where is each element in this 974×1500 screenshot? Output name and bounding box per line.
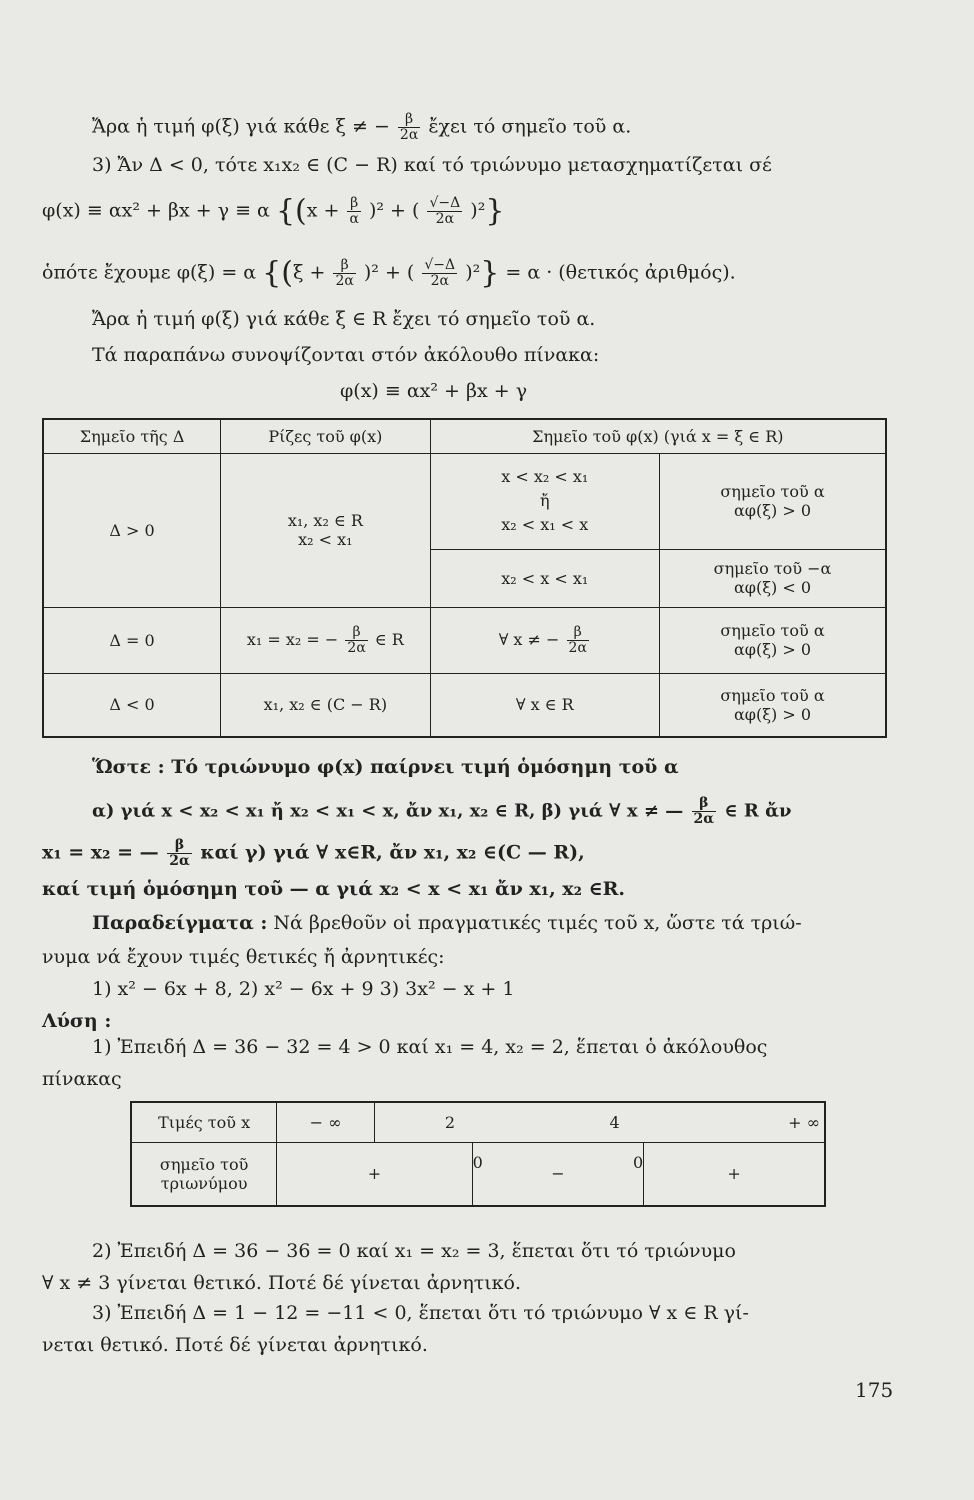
text-span: σημεῖο τοῦ α [720,621,825,640]
text-span: )² + ( [363,261,415,284]
denominator: 2α [399,127,419,143]
text-span: Νά βρεθοῦν οἱ πραγματικές τιμές τοῦ x, ὥστε τά τριώ- [273,912,802,934]
page-number: 175 [855,1378,894,1402]
conclusion-line-4: καί τιμή ὁμόσημη τοῦ — α γιά x₂ < x < x₁ ἄν x₁, x₂ ∈R. [42,878,626,900]
cell-roots-real [221,453,430,607]
cell-condition-all-but-root [430,607,659,673]
after-line-4: νεται θετικό. Ποτέ δέ γίνεται ἀρνητικό. [42,1334,428,1356]
examples-line-2: νυμα νά ἔχουν τιμές θετικές ἤ ἀρνητικές: [42,946,445,968]
denominator: 2α [347,639,366,656]
numerator: β [699,795,709,811]
cell-delta-zero: Δ = 0 [43,607,221,673]
fraction [422,258,457,289]
text-span: α) γιά x < x₂ < x₁ ἤ x₂ < x₁ < x, ἄν x₁, x₂ ∈ R, β) γιά ∀ x ≠ — [92,800,684,822]
text-span: x + [306,199,340,222]
text-span: ὁπότε ἔχουμε φ(ξ) = α [42,261,257,284]
sign-table [130,1101,826,1207]
numerator: β [340,257,349,273]
text-span: x₁ = x₂ = − [246,629,339,649]
text-span: ∀ x ≠ − [498,629,560,649]
denominator: 2α [335,273,354,289]
examples-line-1 [92,910,802,936]
text-span: Ἄρα ἡ τιμή φ(ξ) γιά κάθε ξ ≠ − [92,115,390,138]
cell-sign-minus-alpha [659,549,886,607]
value-root-2: 2 [374,1102,510,1142]
numerator: β [405,111,414,127]
denominator: 2α [169,853,190,869]
cell-condition-all: ∀ x ∈ R [430,673,659,737]
text-span: αφ(ξ) > 0 [733,640,812,659]
text-span: σημεῖο τοῦ [159,1154,249,1174]
zero-at-2: 0 [472,1142,510,1206]
text-line-2: 3) Ἄν Δ < 0, τότε x₁x₂ ∈ (C − R) καί τό τριώνυμο μετασχηματίζεται σέ [92,154,772,176]
fraction [347,196,360,227]
numerator: √−Δ [424,257,456,273]
text-span: x₂ < x₁ < x [501,515,589,534]
text-span: αφ(ξ) < 0 [733,578,812,597]
numerator: β [350,195,359,211]
value-plus-infinity: + ∞ [644,1102,825,1142]
text-span: )² [470,199,486,222]
text-span: ἔχει τό σημεῖο τοῦ α. [428,115,632,138]
cell-sign-alpha [659,453,886,549]
value-root-4: 4 [510,1102,644,1142]
numerator: β [174,837,185,853]
denominator: 2α [568,639,587,656]
after-line-2: ∀ x ≠ 3 γίνεται θετικό. Ποτέ δέ γίνεται ἀρνητικό. [42,1272,522,1294]
denominator: 2α [427,211,462,227]
examples-line-3: 1) x² − 6x + 8, 2) x² − 6x + 9 3) 3x² − x + 1 [92,978,515,1000]
text-line-6: Τά παραπάνω συνοψίζονται στόν ἀκόλουθο πίνακα: [92,344,600,366]
text-span: ∈ R [374,629,404,649]
text-span: καί γ) γιά ∀ x∈R, ἄν x₁, x₂ ∈(C — R), [200,841,585,864]
text-span: = α · (θετικός ἀριθμός). [505,261,736,284]
text-span: ἤ [540,491,550,510]
header-roots: Ρίζες τοῦ φ(x) [221,419,430,453]
conclusion-line-1: Ὥστε : Τό τριώνυμο φ(x) παίρνει τιμή ὁμόσημη τοῦ α [92,756,679,778]
cell-sign-alpha [659,607,886,673]
text-line-1 [92,112,631,143]
denominator: α [349,211,359,227]
text-line-5: Ἄρα ἡ τιμή φ(ξ) γιά κάθε ξ ∈ R ἔχει τό σημεῖο τοῦ α. [92,308,596,330]
text-span: ξ + [292,261,326,284]
cell-roots-double [221,607,430,673]
examples-heading: Παραδείγματα : [92,912,268,934]
value-minus-infinity: − ∞ [277,1102,375,1142]
fraction [398,112,420,143]
fraction [333,258,355,289]
denominator: 2α [693,811,715,827]
header-delta-sign: Σημεῖο τῆς Δ [43,419,221,453]
sign-minus-middle: − [510,1142,606,1206]
header-x-values: Τιμές τοῦ x [131,1102,277,1142]
text-span: ∈ R ἄν [724,800,792,822]
fraction [167,838,192,869]
text-span: )² + ( [368,199,420,222]
header-phi-sign: Σημεῖο τοῦ φ(x) (γιά x = ξ ∈ R) [430,419,886,453]
after-line-3: 3) Ἐπειδή Δ = 1 − 12 = −11 < 0, ἕπεται ὅτι τό τριώνυμο ∀ x ∈ R γί- [92,1302,749,1324]
denominator: 2α [422,273,457,289]
text-span: σημεῖο τοῦ α [720,482,825,501]
text-line-3: φ(x) ≡ αx² + βx + γ ≡ α {(x + $\frac{\beta}{\alpha}$ )² + ( $\frac{√-\Delta}{2\alpha}$ )²} [42,193,505,229]
summary-table [42,418,887,738]
fraction [345,625,367,656]
solution-line-1: 1) Ἐπειδή Δ = 36 − 32 = 4 > 0 καί x₁ = 4, x₂ = 2, ἕπεται ὁ ἀκόλουθος [92,1036,768,1058]
sign-plus-left: + [277,1142,472,1206]
cell-delta-negative: Δ < 0 [43,673,221,737]
text-span: σημεῖο τοῦ α [720,685,825,705]
fraction [427,196,462,227]
text-span: )² [465,261,481,284]
text-span: τριωνύμου [160,1173,248,1193]
solution-line-2: πίνακας [42,1068,122,1090]
row-label-sign [131,1142,277,1206]
cell-condition-outside [430,453,659,549]
text-span: αφ(ξ) > 0 [733,704,812,724]
cell-delta-positive: Δ > 0 [43,453,221,607]
fraction [692,796,717,827]
text-line-4: ὁπότε ἔχουμε φ(ξ) = α {(ξ + $\frac{\beta}{2\alpha}$ )² + ( $\frac{√-\Delta}{2\alpha}$ )²} = α · (θετικός ἀριθμός). [42,255,736,291]
text-span: φ(x) ≡ αx² + βx + γ ≡ α [42,199,270,222]
conclusion-line-2 [92,796,791,827]
sign-plus-right: + [644,1142,825,1206]
solution-heading: Λύση : [42,1010,112,1032]
text-span: x₁, x₂ ∈ R [287,511,363,530]
fraction [567,625,589,656]
text-span: x₂ < x₁ [298,530,353,549]
numerator: β [573,623,582,640]
text-span: σημεῖο τοῦ −α [713,559,832,578]
cell-sign-alpha [659,673,886,737]
cell-condition-between: x₂ < x < x₁ [430,549,659,607]
text-span: x < x₂ < x₁ [501,467,589,486]
conclusion-line-3 [42,838,585,869]
text-span: x₁ = x₂ = — [42,841,159,864]
cell-roots-complex: x₁, x₂ ∈ (C − R) [221,673,430,737]
text-span: αφ(ξ) > 0 [733,501,812,520]
numerator: β [352,623,361,640]
formula-line: φ(x) ≡ αx² + βx + γ [340,380,528,402]
zero-at-4: 0 [606,1142,644,1206]
after-line-1: 2) Ἐπειδή Δ = 36 − 36 = 0 καί x₁ = x₂ = 3, ἕπεται ὅτι τό τριώνυμο [92,1240,736,1262]
numerator: √−Δ [429,195,461,211]
